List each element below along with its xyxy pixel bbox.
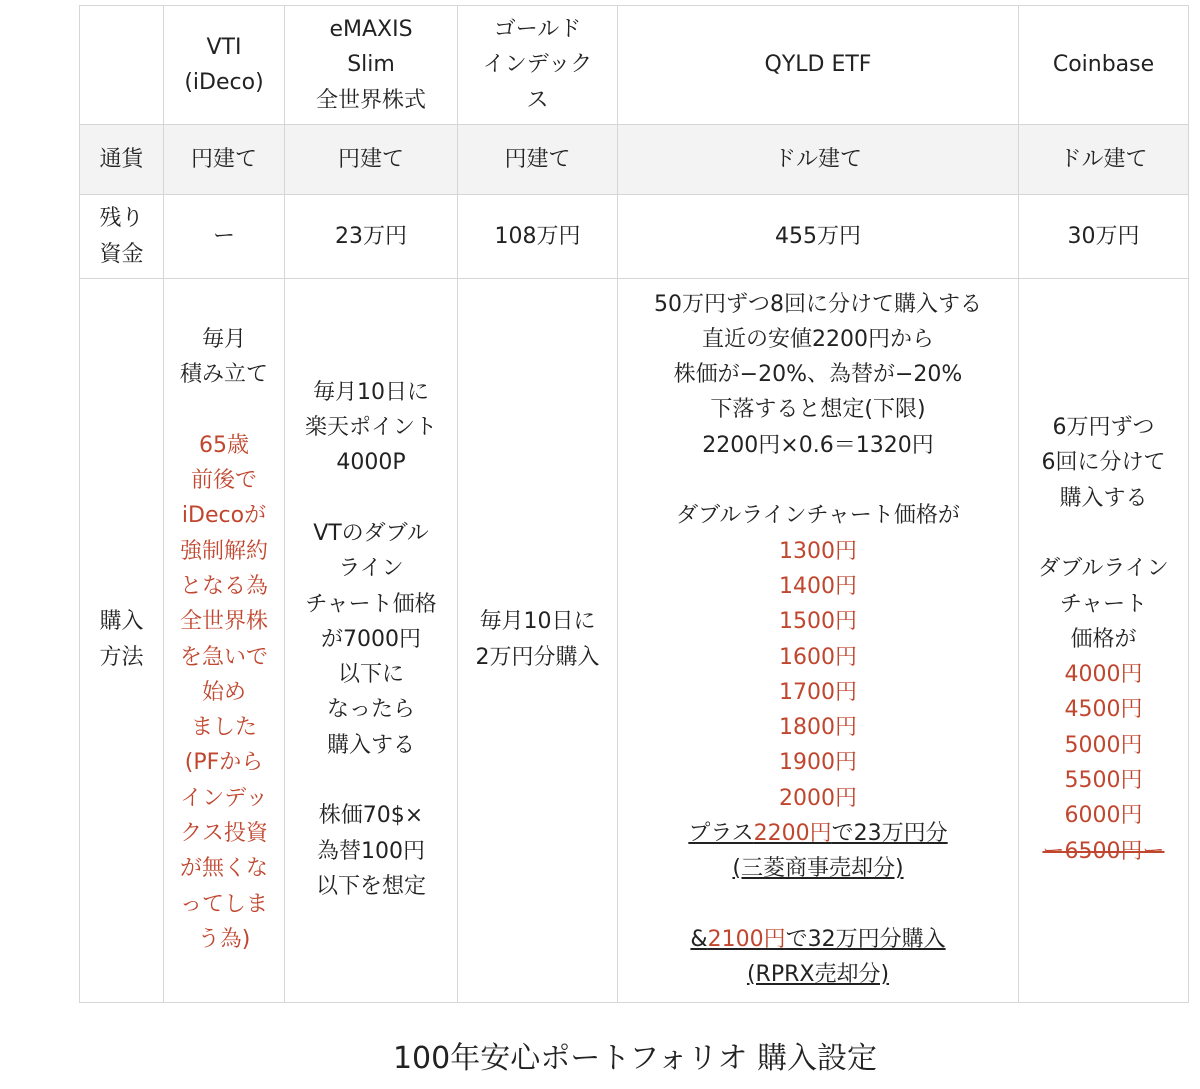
text-line: 5500円: [1064, 768, 1143, 794]
header-emaxis: [285, 6, 458, 125]
text-line: [287, 763, 455, 798]
text-line: 以下に: [337, 662, 404, 688]
header-empty-cell: [80, 6, 164, 125]
text-line: QYLD ETF: [764, 52, 872, 78]
text-line: クス投資: [180, 820, 268, 846]
text-line: [1021, 516, 1186, 551]
text-line: (iDeco): [184, 70, 264, 95]
qyld-amp-line: [620, 922, 1016, 957]
text-line: 1900円: [779, 750, 857, 776]
text-line: ス: [526, 87, 549, 113]
text-line: 65歳: [199, 432, 249, 458]
text-line: 1300円: [779, 538, 857, 564]
text-line: 50万円ずつ8回に分けて購入する: [654, 291, 982, 317]
text-line: eMAXIS: [329, 17, 413, 43]
text-line: 購入する: [326, 732, 415, 758]
text-line: が7000円: [321, 626, 421, 652]
portfolio-table: [79, 5, 1189, 1003]
text-line: 1400円: [779, 573, 857, 599]
text-line: インデック: [482, 52, 593, 78]
text-line: 価格が: [1070, 626, 1137, 652]
text-line: ダブルラインチャート価格が: [676, 503, 960, 529]
currency-vti: 円建て: [164, 125, 285, 195]
qyld-amp-note: (RPRX売却分): [746, 962, 890, 988]
text-line: 直近の安値2200円から: [702, 326, 934, 352]
currency-label: 通貨: [80, 125, 164, 195]
text-line: 4000P: [336, 450, 406, 476]
text-line: Slim: [347, 52, 395, 78]
text-line: う為): [197, 926, 251, 952]
currency-emaxis: 円建て: [285, 125, 458, 195]
qyld-amp-suffix: で32万円分購入: [785, 926, 946, 952]
coinbase-intro: [1021, 410, 1186, 657]
text-line: 6万円ずつ: [1052, 415, 1155, 441]
text-line: ダブルライン: [1038, 556, 1169, 582]
qyld-plus-note: (三菱商事売却分): [732, 856, 904, 882]
text-line: [287, 481, 455, 516]
funds-coinbase: 30万円: [1019, 195, 1189, 279]
text-line: 4500円: [1064, 697, 1143, 723]
text-line: VTI: [206, 34, 242, 60]
text-line: iDecoが: [181, 503, 267, 529]
text-line: 積み立て: [179, 362, 268, 388]
text-line: [82, 47, 161, 82]
qyld-plus-note-line: [620, 851, 1016, 886]
currency-coinbase: ドル建て: [1019, 125, 1189, 195]
text-line: 4000円: [1064, 662, 1143, 688]
text-line: 全世界株: [179, 609, 268, 635]
text-line: VTのダブル: [313, 520, 429, 546]
header-vti: [164, 6, 285, 125]
method-row: [80, 279, 1189, 1003]
funds-emaxis: 23万円: [285, 195, 458, 279]
text-line: ライン: [338, 556, 404, 582]
text-line: が無くな: [179, 856, 268, 882]
text-line: インデッ: [180, 785, 268, 811]
header-row: [80, 6, 1189, 125]
text-line: 1800円: [779, 715, 857, 741]
text-line: なったら: [326, 697, 415, 723]
qyld-amp-note-line: [620, 957, 1016, 992]
text-line: 毎月: [201, 326, 246, 352]
qyld-price-list: [620, 534, 1016, 816]
text-line: 1700円: [779, 679, 857, 705]
text-line: 残り: [99, 206, 144, 232]
text-line: 毎月10日に: [313, 379, 429, 405]
text-line: [620, 463, 1016, 498]
method-qyld: [618, 279, 1019, 1003]
page-caption: 100年安心ポートフォリオ 購入設定: [392, 1041, 878, 1076]
funds-vti: ー: [164, 195, 285, 279]
vti-plain-text: [166, 322, 282, 393]
header-qyld: [618, 6, 1019, 125]
text-line: 強制解約: [179, 538, 268, 564]
text-line: 始め: [201, 679, 246, 705]
coinbase-struck-price: ー6500円ー: [1042, 838, 1165, 864]
header-coinbase: [1019, 6, 1189, 125]
text-line: 6回に分けて: [1041, 450, 1166, 476]
text-line: を急いで: [179, 644, 268, 670]
text-line: チャート価格: [305, 591, 437, 617]
text-line: 1500円: [779, 609, 857, 635]
text-line: 為替100円: [317, 838, 425, 864]
text-line: 資金: [99, 241, 144, 267]
qyld-plus-line: [620, 816, 1016, 851]
method-vti: [164, 279, 285, 1003]
qyld-gap: [620, 887, 1016, 922]
text-line: ました: [190, 715, 257, 741]
qyld-plus-price: 2200円: [753, 820, 832, 846]
method-coinbase: [1019, 279, 1189, 1003]
text-line: 全世界株式: [315, 87, 426, 113]
text-line: ゴールド: [493, 17, 582, 43]
text-line: 楽天ポイント: [304, 415, 437, 441]
qyld-amp-price: 2100円: [707, 926, 786, 952]
text-line: 2200円×0.6＝1320円: [702, 432, 934, 458]
qyld-amp-prefix: &: [690, 926, 708, 952]
text-line: 2万円分購入: [475, 644, 600, 670]
text-line: 購入する: [1059, 485, 1148, 511]
text-line: 下落すると想定(下限): [710, 397, 926, 423]
qyld-plus-suffix: で23万円分: [831, 820, 948, 846]
text-line: 前後で: [190, 468, 257, 494]
text-line: となる為: [179, 573, 268, 599]
currency-row: [80, 125, 1189, 195]
text-line: 5000円: [1064, 732, 1143, 758]
text-line: Coinbase: [1052, 52, 1155, 78]
funds-gold: 108万円: [458, 195, 618, 279]
text-line: チャート: [1059, 591, 1148, 617]
vti-spacer: [166, 392, 282, 427]
currency-qyld: ドル建て: [618, 125, 1019, 195]
text-line: (PFから: [184, 750, 264, 776]
text-line: 2000円: [779, 785, 857, 811]
text-line: 以下を想定: [315, 873, 426, 899]
text-line: 6000円: [1064, 803, 1143, 829]
qyld-plus-prefix: プラス: [688, 820, 754, 846]
text-line: 毎月10日に: [479, 609, 596, 635]
text-line: 1600円: [779, 644, 857, 670]
text-line: 株価70$×: [318, 803, 424, 829]
method-emaxis: [285, 279, 458, 1003]
funds-qyld: 455万円: [618, 195, 1019, 279]
method-gold: [458, 279, 618, 1003]
funds-row: [80, 195, 1189, 279]
text-line: 購入: [99, 609, 144, 635]
text-line: 株価が−20%、為替が−20%: [673, 362, 963, 388]
text-line: 方法: [99, 644, 144, 670]
method-label: [80, 279, 164, 1003]
vti-red-note: [166, 428, 282, 957]
header-gold: [458, 6, 618, 125]
coinbase-price-list: [1021, 657, 1186, 833]
currency-gold: 円建て: [458, 125, 618, 195]
funds-label: [80, 195, 164, 279]
qyld-intro: [620, 287, 1016, 534]
text-line: ってしま: [179, 891, 268, 917]
